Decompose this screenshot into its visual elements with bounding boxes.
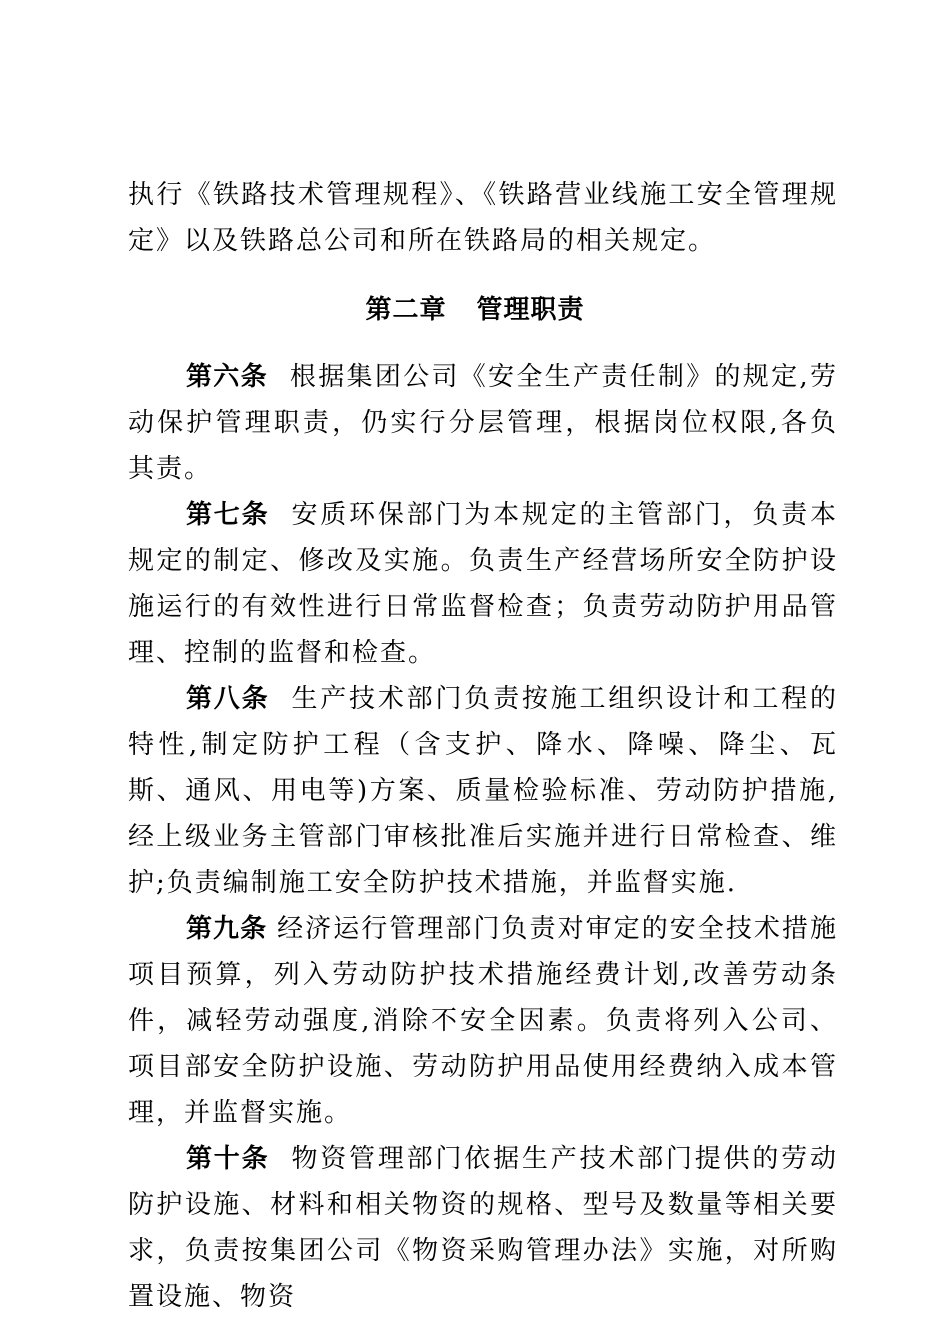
article-label: 第七条	[186, 500, 270, 530]
article-label: 第八条	[186, 684, 270, 714]
article-label: 第十条	[186, 1144, 270, 1174]
continuation-paragraph: 执行《铁路技术管理规程》、《铁路营业线施工安全管理规定》以及铁路总公司和所在铁路局的相关规定。	[128, 180, 838, 256]
articles-section	[128, 354, 838, 1320]
article-text: 根据集团公司《安全生产责任制》的规定,劳动保护管理职责，仍实行分层管理，根据岗位权限,各负其责。	[128, 362, 838, 484]
chapter-title-text: 管理职责	[476, 295, 585, 325]
article-text: 经济运行管理部门负责对审定的安全技术措施项目预算，列入劳动防护技术措施经费计划,改善劳动条件，减轻劳动强度,消除不安全因素。负责将列入公司、项目部安全防护设施、劳动防护用品使用经费纳入成本管理，并监督实施。	[128, 914, 838, 1128]
article-text: 物资管理部门依据生产技术部门提供的劳动防护设施、材料和相关物资的规格、型号及数量等相关要求，负责按集团公司《物资采购管理办法》实施，对所购置设施、物资	[128, 1144, 838, 1312]
article-8	[128, 676, 838, 906]
article-7	[128, 492, 838, 676]
article-label: 第六条	[186, 362, 268, 392]
article-6	[128, 354, 838, 492]
chapter-heading	[0, 287, 950, 333]
article-10	[128, 1136, 838, 1320]
chapter-number: 第二章	[365, 295, 447, 325]
article-9	[128, 906, 838, 1136]
article-text: 安质环保部门为本规定的主管部门，负责本规定的制定、修改及实施。负责生产经营场所安全防护设施运行的有效性进行日常监督检查；负责劳动防护用品管理、控制的监督和检查。	[128, 500, 838, 668]
article-label: 第九条	[186, 914, 268, 944]
article-text: 生产技术部门负责按施工组织设计和工程的特性,制定防护工程（含支护、降水、降噪、降尘、瓦斯、通风、用电等)方案、质量检验标准、劳动防护措施,经上级业务主管部门审核批准后实施并进行日常检查、维护;负责编制施工安全防护技术措施，并监督实施.	[128, 684, 838, 898]
